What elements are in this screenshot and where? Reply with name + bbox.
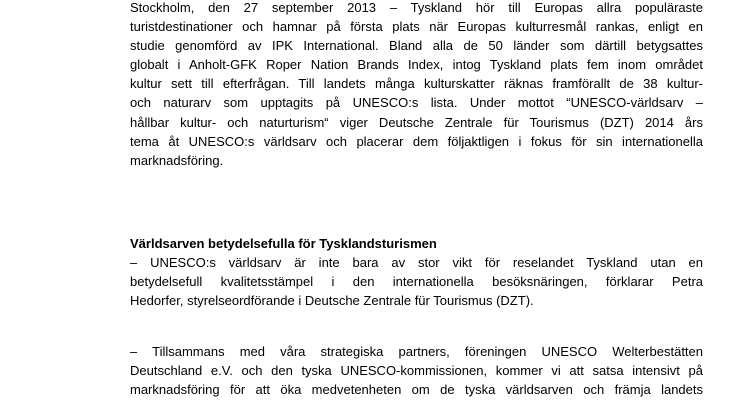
quote-paragraph-2 [130, 342, 703, 399]
text-line: kultur sett till efterfrågan. Till landets många kulturskatter räknas framförallt de 38 kultur- [130, 76, 703, 92]
text-line: Deutschland e.V. och den tyska UNESCO-kommissionen, kommer vi att satsa intensivt på [130, 363, 703, 379]
section-heading: Världsarven betydelsefulla för Tysklandsturismen [130, 236, 437, 251]
text-line: globalt i Anholt-GFK Roper Nation Brands Index, intog Tyskland plats fem inom området [130, 57, 703, 73]
text-line: – UNESCO:s världsarv är inte bara av stor vikt för reselandet Tyskland utan en [130, 255, 703, 270]
quote-paragraph [130, 253, 703, 310]
text-line: marknadsföring. [130, 152, 224, 168]
text-line: Hedorfer, styrelseordförande i Deutsche Zentrale für Tourismus (DZT). [130, 293, 534, 309]
text-line: turistdestinationer och hamnar på första plats när Europas kulturresmål rankas, enligt en [130, 19, 703, 35]
text-line: och naturarv som upptagits på UNESCO:s lista. Under mottot “UNESCO-världsarv – [130, 95, 703, 111]
text-line: – Tillsammans med våra strategiska partners, föreningen UNESCO Welterbestätten [130, 344, 703, 359]
text-line: tema åt UNESCO:s världsarv och placerar dem följaktligen i fokus för sin internationella [130, 133, 703, 149]
text-line: marknadsföring för att öka medvetenheten om de tyska världsarven och främja landets [130, 382, 703, 398]
intro-paragraph [130, 0, 703, 170]
text-line: hållbar kultur- och naturturism“ viger Deutsche Zentrale für Tourismus (DZT) 2014 års [130, 114, 703, 130]
text-line: studie genomförd av IPK International. Bland alla de 50 länder som därtill betygsattes [130, 38, 703, 54]
text-line: Stockholm, den 27 september 2013 – Tyskland hör till Europas allra populäraste [130, 0, 703, 15]
text-line: betydelsefull kvalitetsstämpel i den internationella besöksnäringen, förklarar Petra [130, 274, 703, 290]
